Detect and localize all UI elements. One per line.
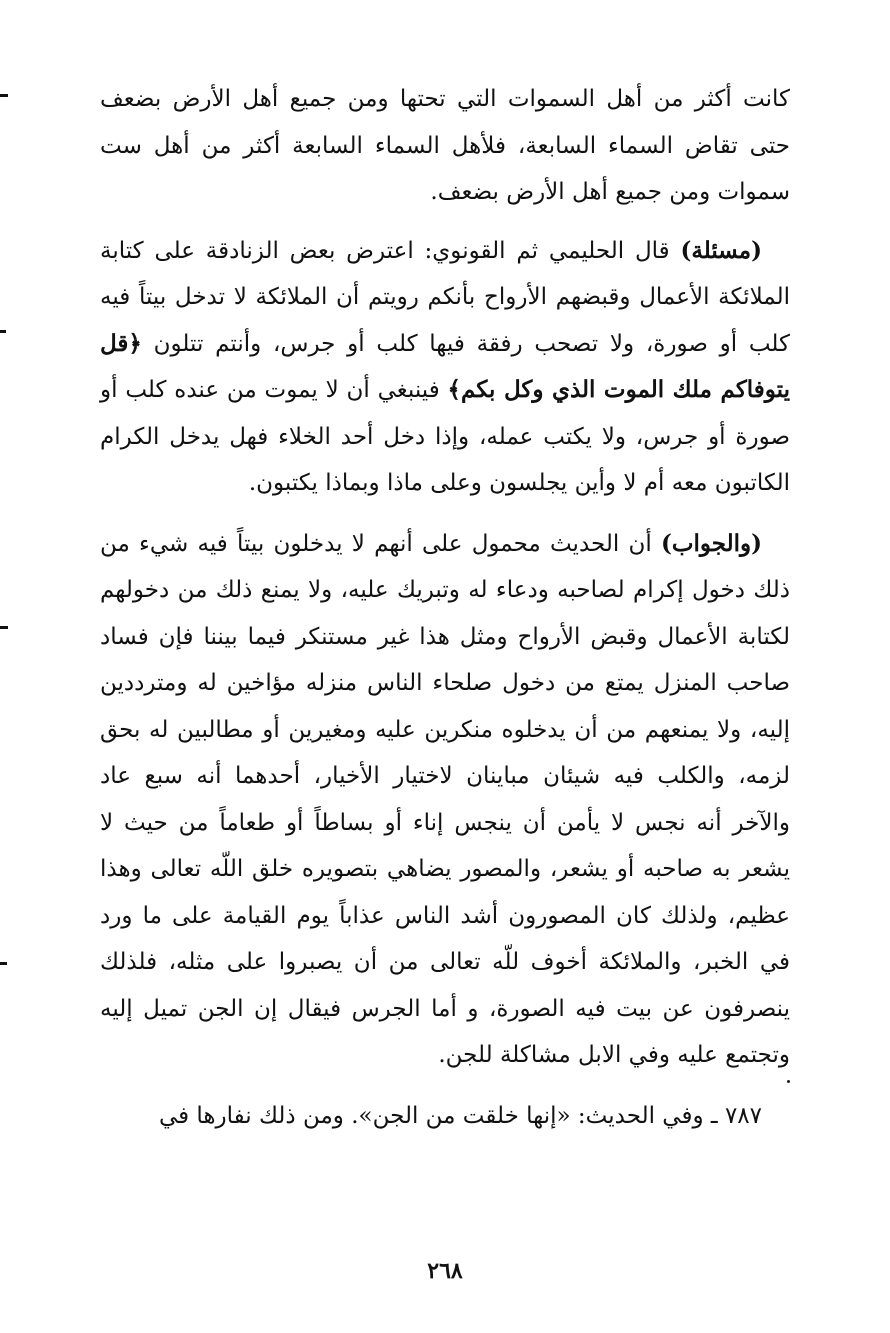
paragraph-answer [100, 521, 790, 1079]
page-number: ٢٦٨ [427, 1258, 463, 1284]
page-body [100, 76, 790, 1153]
paragraph-text: كانت أكثر من أهل السموات التي تحتها ومن جميع أهل الأرض بضعف حتى تقاض السماء السابعة، فلأهل السماء السابعة أكثر من أهل ست سموات ومن جميع أهل الأرض بضعف. [100, 86, 790, 205]
paragraph-text: قال الحليمي ثم القونوي: اعترض بعض الزنادقة على كتابة الملائكة الأعمال وقبضهم الأرواح بأنكم رويتم أن الملائكة لا تدخل بيتاً فيه كلب أو صورة، ولا تصحب رفقة فيها كلب أو جرس، وأنتم تتلون [100, 237, 790, 357]
answer-label: (والجواب) [660, 529, 763, 557]
margin-mark [0, 962, 7, 965]
paragraph-hadith [100, 1093, 790, 1140]
paragraph-text: ٧٨٧ ـ وفي الحديث: «إنها خلقت من الجن». ومن ذلك نفارها في [158, 1102, 762, 1129]
margin-mark [0, 94, 8, 97]
question-label: (مسئلة) [680, 236, 762, 264]
paragraph-continuation [100, 76, 790, 216]
margin-mark [0, 330, 6, 333]
paragraph-text: أن الحديث محمول على أنهم لا يدخلون بيتاً فيه شيء من ذلك دخول إكرام لصاحبه ودعاء له وتبريك عليه، ولا يمنع ذلك من دخولهم لكتابة الأعمال وقبض الأرواح ومثل هذا غير مستنكر فيما بيننا فإن فساد صاحب المنزل يمتع من دخول صلحاء الناس منزله مؤاخين له ومترددين إليه، ولا يمنعهم من أن يدخلوه منكرين عليه ومغيرين أو مطالبين له بحق لزمه، والكلب فيه شيئان مباينان لاختيار الأخيار، أحدهما أنه سبع عاد والآخر أنه نجس لا يأمن أن ينجس إناء أو بساطاً أو طعاماً من حيث لا يشعر به صاحبه أو يشعر، والمصور يضاهي بتصويره خلق اللّه تعالى وهذا عظيم، ولذلك كان المصورون أشد الناس عذاباً يوم القيامة على ما ورد في الخبر، والملائكة أخوف للّه تعالى من أن يصبروا على مثله، فلذلك ينصرفون عن بيت فيه الصورة، و أما الجرس فيقال إن الجن تميل إليه وتجتمع عليه وفي الابل مشاكلة للجن. [100, 530, 790, 1068]
paragraph-question [100, 228, 790, 507]
margin-mark [0, 626, 8, 629]
paragraph-text: فينبغي أن لا يموت من عنده كلب أو صورة أو جرس، ولا يكتب عمله، وإذا دخل أحد الخلاء فهل يدخل الكرام الكاتبون معه أم لا وأين يجلسون وعلى ماذا وبماذا يكتبون. [100, 377, 790, 496]
quran-verse: ﴿قل يتوفاكم ملك الموت الذي وكل بكم﴾ [100, 329, 790, 403]
